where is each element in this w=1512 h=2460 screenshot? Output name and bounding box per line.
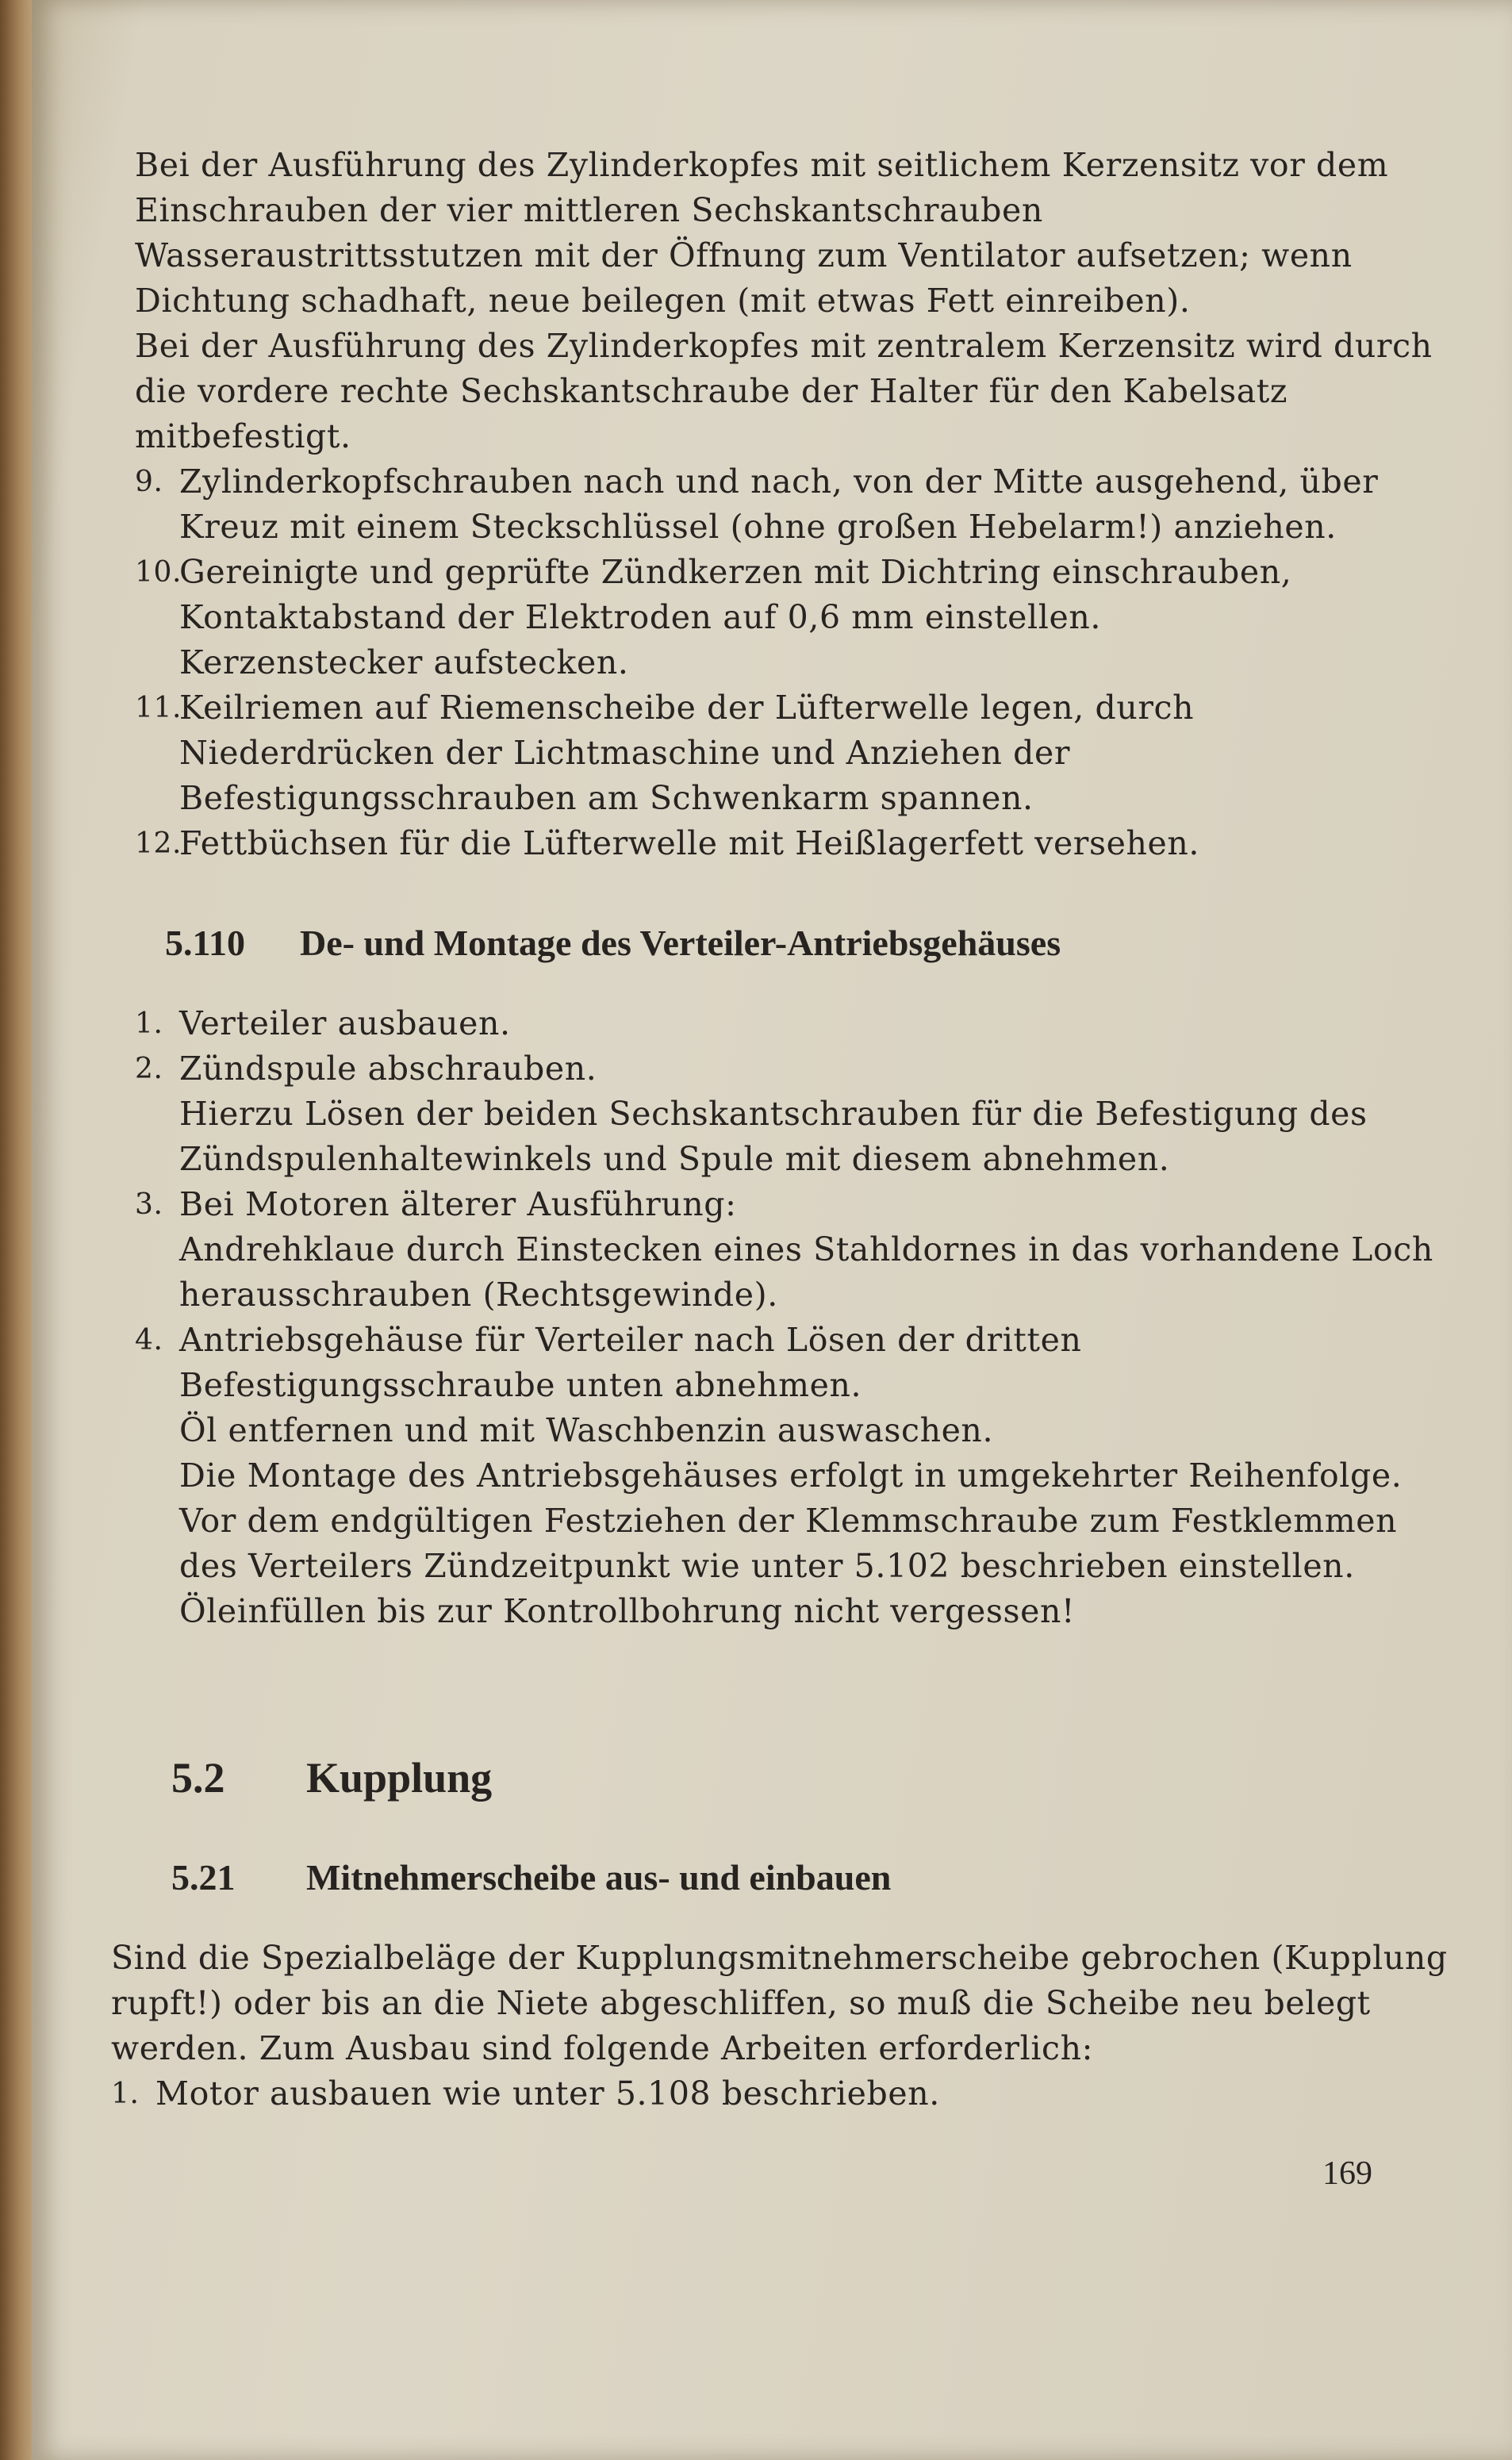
paragraph: Sind die Spezialbeläge der Kupplungsmitnehmerscheibe gebrochen (Kupplung rupft!) oder bis an die Niete abgeschliffen, so muß die Scheibe neu belegt werden. Zum Ausbau sind folgende Arbeiten erforderlich: (111, 1939, 1448, 2067)
list-item (135, 459, 1436, 550)
item-text: Fettbüchsen für die Lüfterwelle mit Heißlagerfett versehen. (179, 824, 1200, 862)
item-number: 10. (135, 556, 182, 589)
item-extra: Öl entfernen und mit Waschbenzin auswaschen. (179, 1411, 994, 1449)
closing-text: Vor dem endgültigen Festziehen der Klemmschraube zum Festklemmen des Verteilers Zündzeitpunkt wie unter 5.102 beschrieben einstellen. (179, 1502, 1398, 1585)
item-number: 9. (135, 466, 163, 498)
section-heading-5110 (165, 922, 1061, 964)
item-text: Gereinigte und geprüfte Zündkerzen mit Dichtring einschrauben, Kontaktabstand der Elektroden auf 0,6 mm einstellen. (179, 553, 1292, 636)
section-title: Mitnehmerscheibe aus- und einbauen (306, 1857, 892, 1898)
item-number: 1. (135, 1007, 163, 1040)
item-text: Zündspule abschrauben. (179, 1050, 597, 1088)
section-title: De- und Montage des Verteiler-Antriebsgehäuses (300, 923, 1061, 963)
item-extra: Hierzu Lösen der beiden Sechskantschrauben für die Befestigung des Zündspulenhaltewinkels und Spule mit diesem abnehmen. (179, 1095, 1368, 1178)
list-item (135, 685, 1436, 821)
closing-text: Öleinfüllen bis zur Kontrollbohrung nicht vergessen! (179, 1592, 1076, 1630)
item-text: Antriebsgehäuse für Verteiler nach Lösen der dritten Befestigungsschraube unten abnehmen. (179, 1321, 1082, 1404)
section-number: 5.110 (165, 923, 245, 963)
list-item (135, 1001, 1436, 1046)
paragraph: Bei der Ausführung des Zylinderkopfes mit seitlichem Kerzensitz vor dem Einschrauben der vier mittleren Sechskantschrauben Wasseraustrittsstutzen mit der Öffnung zum Ventilator aufsetzen; wenn Dichtung schadhaft, neue beilegen (mit etwas Fett einreiben). (135, 146, 1389, 320)
item-number: 2. (135, 1053, 163, 1085)
list-item (135, 1318, 1436, 1453)
list-item (135, 550, 1436, 685)
section-5110-body (135, 1001, 1436, 1634)
item-extra: Kerzenstecker aufstecken. (179, 643, 629, 681)
section-heading-521 (171, 1856, 891, 1898)
book-page (32, 0, 1512, 2460)
section-title: Kupplung (306, 1754, 493, 1802)
item-text: Verteiler ausbauen. (179, 1004, 511, 1042)
item-extra: Andrehklaue durch Einstecken eines Stahldornes in das vorhandene Loch herausschrauben (Rechtsgewinde). (179, 1230, 1433, 1314)
paragraph: Bei der Ausführung des Zylinderkopfes mit zentralem Kerzensitz wird durch die vordere rechte Sechskantschraube der Halter für den Kabelsatz mitbefestigt. (135, 327, 1433, 455)
item-number: 4. (135, 1324, 163, 1357)
item-text: Zylinderkopfschrauben nach und nach, von der Mitte ausgehend, über Kreuz mit einem Steckschlüssel (ohne großen Hebelarm!) anziehen. (179, 462, 1379, 546)
list-item (135, 1046, 1436, 1182)
item-text: Keilriemen auf Riemenscheibe der Lüfterwelle legen, durch Niederdrücken der Lichtmaschine und Anziehen der Befestigungsschrauben am Schwenkarm spannen. (179, 689, 1195, 817)
section-heading-52 (171, 1753, 492, 1802)
section-521-body (111, 1936, 1460, 2117)
list-item (135, 1182, 1436, 1318)
section-number: 5.21 (171, 1857, 236, 1898)
list-item (135, 821, 1436, 866)
item-text: Motor ausbauen wie unter 5.108 beschrieben. (155, 2074, 940, 2113)
section-number: 5.2 (171, 1754, 225, 1802)
item-text: Bei Motoren älterer Ausführung: (179, 1185, 737, 1223)
item-number: 3. (135, 1188, 163, 1221)
top-block (135, 143, 1436, 866)
list-item (111, 2071, 1460, 2117)
item-number: 11. (135, 692, 182, 724)
item-number: 1. (111, 2078, 140, 2110)
closing-text: Die Montage des Antriebsgehäuses erfolgt in umgekehrter Reihenfolge. (179, 1456, 1403, 1495)
page-number: 169 (1322, 2155, 1372, 2192)
item-number: 12. (135, 827, 182, 860)
